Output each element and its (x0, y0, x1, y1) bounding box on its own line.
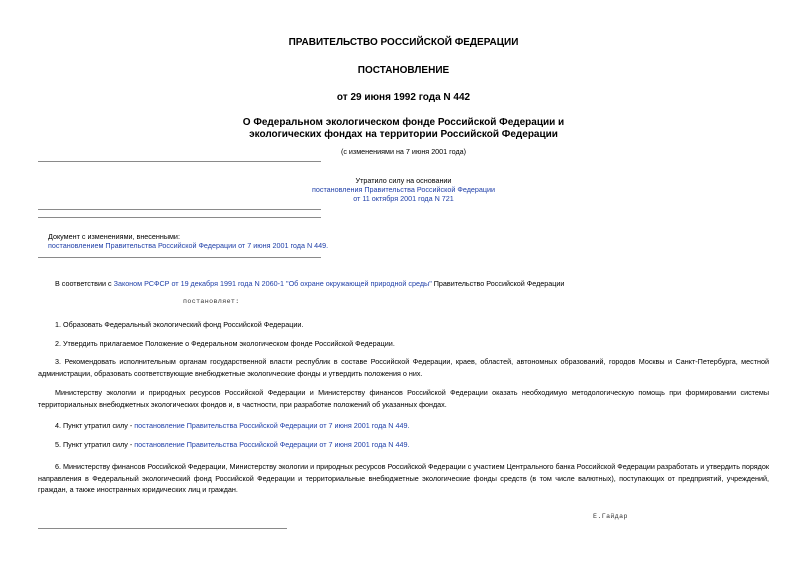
divider (38, 209, 321, 210)
changes-notice-text: Документ с изменениями, внесенными: (48, 232, 180, 241)
item-6: 6. Министерству финансов Российской Федерации, Министерству экологии и природных ресурсов Российской Федерации с участием Центрального банка Российской Федерации разработать и утвердить порядок направления в Федеральный экологический фонд Российской Федерации и территориальные внебюджетные экологические фонды средств (в том числе валютных), поступающих от предприятий, учреждений, граждан, а также иностранных юридических лиц и граждан. (38, 462, 769, 494)
item-4-prefix: 4. Пункт утратил силу - (55, 421, 135, 430)
preamble (55, 279, 564, 288)
divider (38, 528, 287, 529)
item-4-link[interactable]: постановление Правительства Российской Федерации от 7 июня 2001 года N 449. (134, 421, 410, 430)
item-3-paragraph-2: Министерству экологии и природных ресурсов Российской Федерации и Министерству финансов Российской Федерации оказать необходимую методологическую помощь при формировании системы территориальных внебюджетных экологических фондов и, в частности, при разработке положений об указанных фондах. (38, 388, 769, 409)
preamble-suffix: Правительство Российской Федерации (431, 279, 565, 288)
date-number-heading: от 29 июня 1992 года N 442 (336, 92, 471, 103)
law-link[interactable]: Законом РСФСР от 19 декабря 1991 года N 2060-1 "Об охране окружающей природной среды" (113, 279, 432, 288)
item-5 (55, 440, 409, 449)
item-2: 2. Утвердить прилагаемое Положение о Федеральном экологическом фонде Российской Федерации. (55, 339, 395, 348)
divider (38, 217, 321, 218)
signature: Е.Гайдар (593, 513, 628, 520)
item-4 (55, 421, 409, 430)
document-title-line-2: экологических фондах на территории Российской Федерации (249, 129, 558, 140)
void-notice-link-line-2[interactable]: от 11 октября 2001 года N 721 (353, 194, 454, 203)
void-notice-text: Утратило силу на основании (355, 176, 452, 185)
document-title-line-1: О Федеральном экологическом фонде Российской Федерации и (242, 117, 565, 128)
item-3: 3. Рекомендовать исполнительным органам государственной власти республик в составе Российской Федерации, краев, областей, автономных образований, городов Москвы и Санкт-Петербурга, местной администрации, образовать соответствующие внебюджетные экологические фонды и утвердить положения о них. (38, 357, 769, 378)
divider (38, 257, 321, 258)
amendments-note: (с изменениями на 7 июня 2001 года) (340, 147, 467, 156)
divider (38, 161, 321, 162)
item-5-prefix: 5. Пункт утратил силу - (55, 440, 135, 449)
item-1: 1. Образовать Федеральный экологический фонд Российской Федерации. (55, 320, 304, 329)
void-notice-link-line-1[interactable]: постановления Правительства Российской Федерации (311, 185, 496, 194)
item-5-link[interactable]: постановление Правительства Российской Федерации от 7 июня 2001 года N 449. (134, 440, 410, 449)
changes-notice-link[interactable]: постановлением Правительства Российской Федерации от 7 июня 2001 года N 449. (48, 241, 329, 250)
document-type-heading: ПОСТАНОВЛЕНИЕ (357, 65, 450, 76)
government-heading: ПРАВИТЕЛЬСТВО РОССИЙСКОЙ ФЕДЕРАЦИИ (288, 37, 519, 48)
resolves-text: постановляет: (183, 298, 240, 305)
preamble-prefix: В соответствии с (55, 279, 114, 288)
